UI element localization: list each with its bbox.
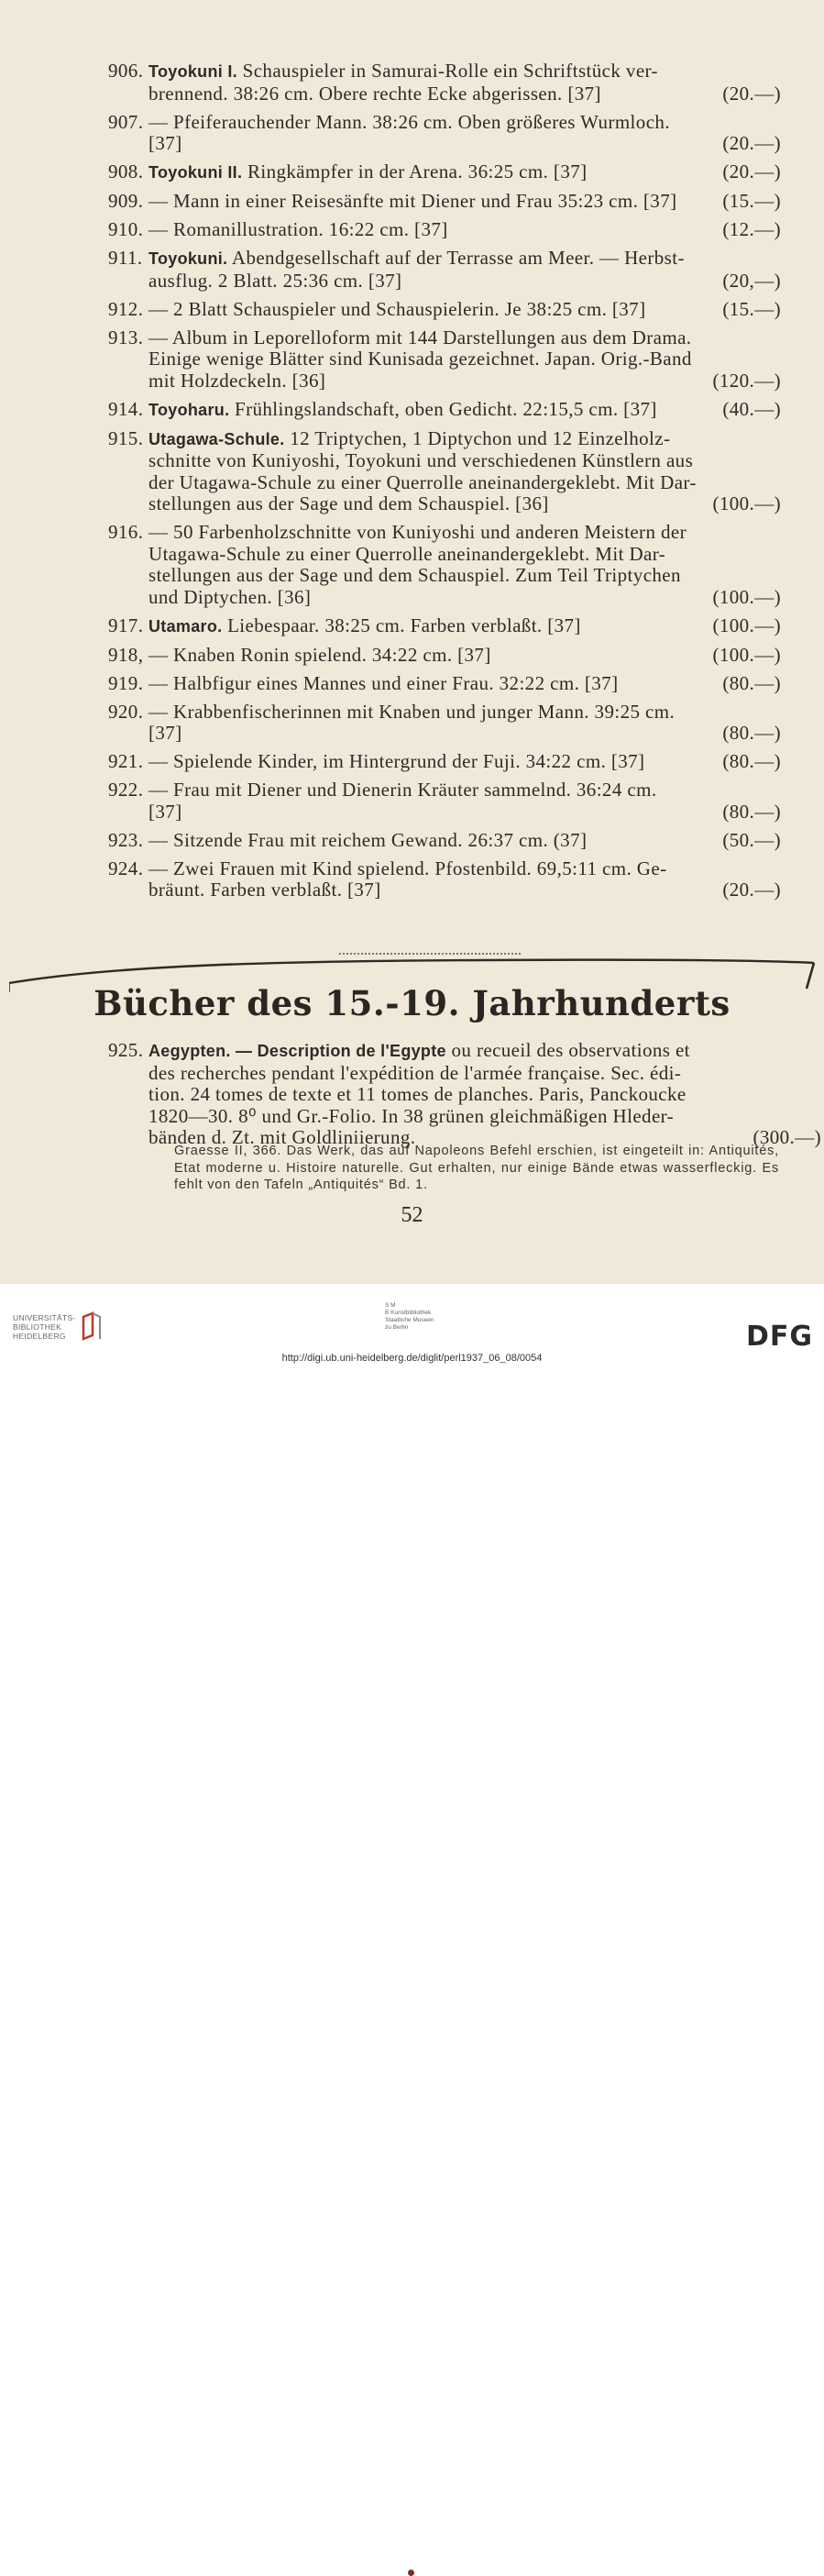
entry-text: und Diptychen. [36] xyxy=(148,585,312,608)
entry-price: (20.—) xyxy=(722,82,781,105)
entry-line xyxy=(148,472,781,494)
entry-number: 920. xyxy=(108,700,144,723)
entry-number: 921. xyxy=(108,750,144,772)
entry-text: bräunt. Farben verblaßt. [37] xyxy=(148,879,381,901)
entry-text: Frühlingslandschaft, oben Gedicht. 22:15,5 cm. [37] xyxy=(235,397,657,420)
entry-price: (12.—) xyxy=(722,218,781,240)
catalog-entry xyxy=(108,645,781,667)
entry-line xyxy=(148,450,781,472)
entry-price: (20.—) xyxy=(722,160,781,182)
entry-price: (100.—) xyxy=(712,643,781,666)
entry-number: 923. xyxy=(108,828,144,851)
entry-text: — Halbfigur eines Mannes und einer Frau. 32:22 cm. [37] xyxy=(148,671,619,694)
entry-line xyxy=(148,779,781,802)
catalog-entry xyxy=(108,830,781,852)
library-name: UNIVERSITÄTS- BIBLIOTHEK HEIDELBERG xyxy=(13,1313,76,1341)
entry-text: Schauspieler in Samurai-Rolle ein Schriftstück ver- xyxy=(242,60,658,82)
entry-text: bänden d. Zt. mit Goldliniierung. xyxy=(148,1126,416,1148)
entry-line: 1820—30. 8⁰ und Gr.-Folio. In 38 grünen gleichmäßigen Hleder- xyxy=(148,1104,675,1127)
entry-text: — Krabbenfischerinnen mit Knaben und junger Mann. 39:25 cm. xyxy=(148,700,676,723)
entry-text: — Spielende Kinder, im Hintergrund der Fuji. 34:22 cm. [37] xyxy=(148,750,645,772)
catalog-entry xyxy=(108,299,781,321)
entry-number: 915. xyxy=(108,426,144,449)
entry-text: 12 Triptychen, 1 Diptychon und 12 Einzelholz- xyxy=(290,426,671,449)
entry-line xyxy=(148,645,781,667)
entry-text: brennend. 38:26 cm. Obere rechte Ecke abgerissen. [37] xyxy=(148,82,601,105)
entry-line xyxy=(148,248,781,271)
entry-text: [37] xyxy=(148,132,182,154)
entry-925 xyxy=(108,1040,821,1149)
entry-text: — Mann in einer Reisesänfte mit Diener und Frau 35:23 cm. [37] xyxy=(148,190,677,212)
catalog-entry xyxy=(108,248,781,292)
entry-price: (80.—) xyxy=(722,671,781,694)
entry-number: 912. xyxy=(108,297,144,320)
catalog-entry xyxy=(108,702,781,745)
entry-text: Einige wenige Blätter sind Kunisada gezeichnet. Japan. Orig.-Band xyxy=(148,348,692,370)
entry-price: (120.—) xyxy=(712,369,781,392)
entry-line: tion. 24 tomes de texte et 11 tomes de planches. Paris, Panckoucke xyxy=(148,1083,687,1105)
entry-line xyxy=(148,673,781,695)
entry-line xyxy=(148,428,781,451)
entry-line xyxy=(148,399,781,422)
entry-text: — Frau mit Diener und Dienerin Kräuter sammelnd. 36:24 cm. xyxy=(148,779,657,801)
entry-line xyxy=(148,522,781,544)
entry-line xyxy=(148,723,781,745)
entry-line xyxy=(148,830,781,852)
entry-line xyxy=(148,615,781,638)
entry-text: stellungen aus der Sage und dem Schauspiel. Zum Teil Triptychen xyxy=(148,564,681,586)
source-url[interactable]: http://digi.ub.uni-heidelberg.de/diglit/perl1937_06_08/0054 xyxy=(281,1353,543,1364)
entry-number: 918, xyxy=(108,643,144,666)
entry-line xyxy=(148,493,781,515)
library-emblem-icon xyxy=(80,1311,104,1343)
catalog-entry xyxy=(108,399,781,422)
entry-text: — Zwei Frauen mit Kind spielend. Pfostenbild. 69,5:11 cm. Ge- xyxy=(148,857,667,879)
entry-number: 919. xyxy=(108,671,144,694)
entry-number: 911. xyxy=(108,247,143,269)
catalog-entry xyxy=(108,522,781,608)
catalog-entry xyxy=(108,751,781,773)
entry-text: [37] xyxy=(148,722,182,744)
entry-price: (15.—) xyxy=(722,297,781,320)
artist-name: Toyoharu. xyxy=(148,400,230,419)
catalog-entry xyxy=(108,779,781,823)
entry-price: (15.—) xyxy=(722,190,781,212)
entry-line xyxy=(148,299,781,321)
entry-line xyxy=(148,565,781,587)
catalog-entry xyxy=(108,191,781,213)
entry-line xyxy=(148,587,781,609)
entry-line: des recherches pendant l'expédition de l'armée française. Sec. édi- xyxy=(148,1061,682,1084)
catalog-entry xyxy=(108,112,781,155)
entry-line xyxy=(148,544,781,566)
entry-price: (20,—) xyxy=(722,269,781,292)
entry-line xyxy=(148,702,781,724)
entry-line xyxy=(148,219,781,241)
catalog-entry xyxy=(108,161,781,184)
entry-text: schnitte von Kuniyoshi, Toyokuni und verschiedenen Künstlern aus xyxy=(148,449,694,471)
entry-number: 924. xyxy=(108,857,144,879)
entry-line xyxy=(148,879,781,901)
entry-number: 910. xyxy=(108,218,144,240)
entry-number: 917. xyxy=(108,614,144,636)
artist-name: Toyokuni II. xyxy=(148,163,243,182)
entry-price: (100.—) xyxy=(712,585,781,608)
artist-name: Utamaro. xyxy=(148,616,223,636)
catalog-entry xyxy=(108,327,781,392)
entry-line xyxy=(148,112,781,134)
entry-price: (80.—) xyxy=(722,800,781,823)
entry-text: [37] xyxy=(148,800,182,823)
dfg-logo[interactable]: DFG xyxy=(745,1321,813,1353)
digitization-footer xyxy=(0,1284,824,1365)
entry-line xyxy=(148,61,781,83)
entry-line xyxy=(148,348,781,370)
entry-price: (20.—) xyxy=(722,132,781,154)
entry-text: stellungen aus der Sage und dem Schauspiel. [36] xyxy=(148,492,549,514)
entry-number: 925. xyxy=(108,1039,144,1061)
entry-number: 909. xyxy=(108,190,144,212)
entry-number: 913. xyxy=(108,326,144,348)
catalog-entry xyxy=(108,61,781,105)
page-speck xyxy=(408,2570,414,2576)
museum-logo[interactable]: S M B Kunstbibliothek Staatliche Museen zu Berlin xyxy=(385,1302,434,1331)
entry-text: — Romanillustration. 16:22 cm. [37] xyxy=(148,218,448,240)
entry-price: (40.—) xyxy=(722,397,781,420)
entry-text: — 50 Farbenholzschnitte von Kuniyoshi und anderen Meistern der xyxy=(148,521,687,543)
catalog-entry xyxy=(108,219,781,241)
artist-name: Toyokuni I. xyxy=(148,62,237,81)
entry-price: (300.—) xyxy=(753,1126,821,1148)
page-number: 52 xyxy=(401,1203,423,1227)
entry-line xyxy=(148,133,781,155)
catalog-entry xyxy=(108,858,781,901)
entry-number: 907. xyxy=(108,110,144,133)
entry-text: mit Holzdeckeln. [36] xyxy=(148,369,326,392)
university-library-logo[interactable] xyxy=(13,1311,104,1343)
entry-text: Liebespaar. 38:25 cm. Farben verblaßt. [37] xyxy=(227,614,581,636)
artist-name: Utagawa-Schule. xyxy=(148,429,285,448)
catalog-page xyxy=(0,0,824,1284)
entry-line xyxy=(148,751,781,773)
catalog-entry xyxy=(108,673,781,695)
catalog-entry xyxy=(108,428,781,515)
entry-text: Abendgesellschaft auf der Terrasse am Meer. — Herbst- xyxy=(231,247,685,269)
entry-line xyxy=(148,370,781,392)
entry-line xyxy=(148,83,781,105)
entry-list xyxy=(108,61,781,908)
entry-text: — Pfeiferauchender Mann. 38:26 cm. Oben größeres Wurmloch. xyxy=(148,110,670,133)
entry-number: 922. xyxy=(108,779,144,801)
entry-number: 914. xyxy=(108,397,144,420)
entry-price: (20.—) xyxy=(722,879,781,901)
entry-line xyxy=(148,802,781,824)
entry-text: Ringkämpfer in der Arena. 36:25 cm. [37] xyxy=(247,160,588,182)
entry-number: 906. xyxy=(108,60,144,82)
entry-text: ausflug. 2 Blatt. 25:36 cm. [37] xyxy=(148,269,402,292)
entry-line xyxy=(148,1040,821,1063)
section-heading: Bücher des 15.-19. Jahrhunderts xyxy=(93,983,731,1023)
entry-text: — Album in Leporelloform mit 144 Darstellungen aus dem Drama. xyxy=(148,326,692,348)
entry-text: ou recueil des observations et xyxy=(451,1039,690,1061)
entry-line xyxy=(148,191,781,213)
entry-title: Aegypten. — Description de l'Egypte xyxy=(148,1042,446,1060)
entry-number: 916. xyxy=(108,521,144,543)
entry-line xyxy=(148,161,781,184)
entry-line xyxy=(148,271,781,293)
entry-line xyxy=(148,327,781,349)
entry-text: — Sitzende Frau mit reichem Gewand. 26:37 cm. (37] xyxy=(148,828,588,851)
entry-price: (100.—) xyxy=(712,492,781,514)
artist-name: Toyokuni. xyxy=(148,249,228,268)
entry-text: Utagawa-Schule zu einer Querrolle aneinandergeklebt. Mit Dar- xyxy=(148,542,666,565)
entry-price: (50.—) xyxy=(722,828,781,851)
bibliographic-note: Graesse II, 366. Das Werk, das auf Napoleons Befehl erschien, ist eingeteilt in: Antiquités, Etat moderne u. Histoire naturelle. Gut erhalten, nur einige Bände etwas wasserfleckig. Es fehlt von den Tafeln „Antiquités“ Bd. 1. xyxy=(174,1144,779,1192)
entry-price: (80.—) xyxy=(722,722,781,744)
entry-text: — 2 Blatt Schauspieler und Schauspielerin. Je 38:25 cm. [37] xyxy=(148,297,646,320)
entry-number: 908. xyxy=(108,160,144,182)
catalog-entry xyxy=(108,615,781,638)
entry-price: (100.—) xyxy=(712,614,781,636)
entry-text: — Knaben Ronin spielend. 34:22 cm. [37] xyxy=(148,643,491,666)
entry-price: (80.—) xyxy=(722,750,781,772)
entry-line xyxy=(148,858,781,880)
entry-text: der Utagawa-Schule zu einer Querrolle aneinandergeklebt. Mit Dar- xyxy=(148,470,697,493)
